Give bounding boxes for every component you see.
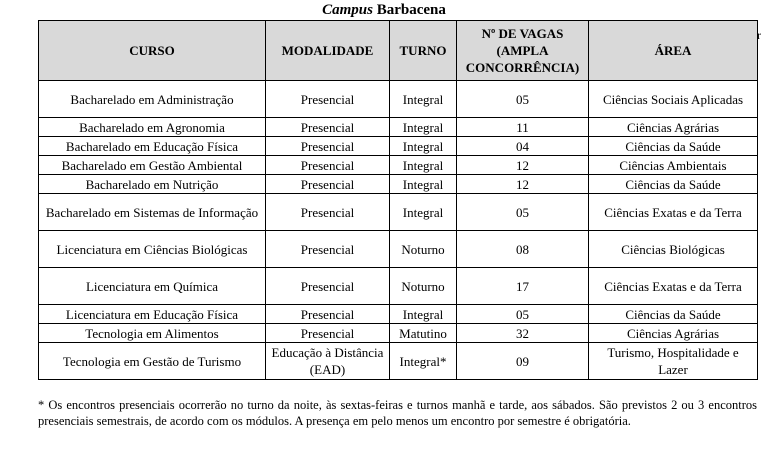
cell-vagas: 05 xyxy=(457,194,589,231)
cell-curso: Bacharelado em Sistemas de Informação xyxy=(39,194,266,231)
cell-turno: Integral xyxy=(390,156,457,175)
cell-vagas: 12 xyxy=(457,175,589,194)
cell-area: Ciências Biológicas xyxy=(589,231,758,268)
cell-area: Ciências da Saúde xyxy=(589,137,758,156)
cell-turno: Integral xyxy=(390,118,457,137)
cell-curso: Bacharelado em Administração xyxy=(39,81,266,118)
cell-area: Ciências da Saúde xyxy=(589,305,758,324)
header-modalidade: MODALIDADE xyxy=(266,21,390,81)
cell-vagas: 11 xyxy=(457,118,589,137)
cell-vagas: 12 xyxy=(457,156,589,175)
table-row xyxy=(39,305,758,324)
cell-modalidade: Presencial xyxy=(266,156,390,175)
table-row xyxy=(39,175,758,194)
cell-turno: Integral xyxy=(390,305,457,324)
cell-modalidade: Presencial xyxy=(266,81,390,118)
cell-turno: Integral xyxy=(390,81,457,118)
cell-curso: Tecnologia em Gestão de Turismo xyxy=(39,343,266,380)
cell-area: Ciências Sociais Aplicadas xyxy=(589,81,758,118)
edge-mark: r xyxy=(757,28,761,42)
cell-curso: Licenciatura em Educação Física xyxy=(39,305,266,324)
cell-vagas: 09 xyxy=(457,343,589,380)
cell-turno: Noturno xyxy=(390,231,457,268)
cell-area: Ciências Ambientais xyxy=(589,156,758,175)
table-row xyxy=(39,231,758,268)
cell-vagas: 05 xyxy=(457,305,589,324)
cell-turno: Integral xyxy=(390,137,457,156)
cell-vagas: 17 xyxy=(457,268,589,305)
cell-turno: Matutino xyxy=(390,324,457,343)
table-header-row xyxy=(39,21,758,81)
table-row xyxy=(39,324,758,343)
footnote: * Os encontros presenciais ocorrerão no turno da noite, às sextas-feiras e turnos manhã e tarde, aos sábados. São previstos 2 ou 3 encontros presenciais semestrais, de acordo com os módulos. A presença em pelo menos um encontro por semestre é obrigatória. xyxy=(38,398,757,428)
cell-vagas: 04 xyxy=(457,137,589,156)
cell-turno: Noturno xyxy=(390,268,457,305)
cell-modalidade: Presencial xyxy=(266,118,390,137)
courses-table xyxy=(38,20,758,380)
cell-modalidade: Presencial xyxy=(266,137,390,156)
cell-area: Ciências Agrárias xyxy=(589,118,758,137)
cell-area: Ciências Exatas e da Terra xyxy=(589,194,758,231)
cell-curso: Licenciatura em Ciências Biológicas xyxy=(39,231,266,268)
cell-modalidade: Presencial xyxy=(266,175,390,194)
cell-modalidade: Presencial xyxy=(266,324,390,343)
header-curso: CURSO xyxy=(39,21,266,81)
header-turno: TURNO xyxy=(390,21,457,81)
table-row xyxy=(39,81,758,118)
header-area: ÁREA xyxy=(589,21,758,81)
cell-turno: Integral* xyxy=(390,343,457,380)
cell-area: Ciências Exatas e da Terra xyxy=(589,268,758,305)
cell-modalidade: Presencial xyxy=(266,268,390,305)
cell-curso: Bacharelado em Educação Física xyxy=(39,137,266,156)
cell-area: Ciências da Saúde xyxy=(589,175,758,194)
campus-title xyxy=(0,1,768,19)
cell-area: Ciências Agrárias xyxy=(589,324,758,343)
table-row xyxy=(39,194,758,231)
campus-place: Barbacena xyxy=(376,2,446,18)
cell-curso: Bacharelado em Nutrição xyxy=(39,175,266,194)
cell-modalidade: Educação à Distância (EAD) xyxy=(266,343,390,380)
cell-modalidade: Presencial xyxy=(266,194,390,231)
campus-word: Campus xyxy=(322,2,373,18)
cell-modalidade: Presencial xyxy=(266,231,390,268)
cell-vagas: 08 xyxy=(457,231,589,268)
table-row xyxy=(39,137,758,156)
cell-curso: Bacharelado em Gestão Ambiental xyxy=(39,156,266,175)
cell-turno: Integral xyxy=(390,194,457,231)
table-row xyxy=(39,343,758,380)
table-row xyxy=(39,268,758,305)
cell-vagas: 05 xyxy=(457,81,589,118)
cell-turno: Integral xyxy=(390,175,457,194)
cell-modalidade: Presencial xyxy=(266,305,390,324)
cell-curso: Licenciatura em Química xyxy=(39,268,266,305)
header-vagas: Nº DE VAGAS (AMPLA CONCORRÊNCIA) xyxy=(457,21,589,81)
cell-curso: Tecnologia em Alimentos xyxy=(39,324,266,343)
table-row xyxy=(39,118,758,137)
table-row xyxy=(39,156,758,175)
cell-curso: Bacharelado em Agronomia xyxy=(39,118,266,137)
cell-area: Turismo, Hospitalidade e Lazer xyxy=(589,343,758,380)
cell-vagas: 32 xyxy=(457,324,589,343)
